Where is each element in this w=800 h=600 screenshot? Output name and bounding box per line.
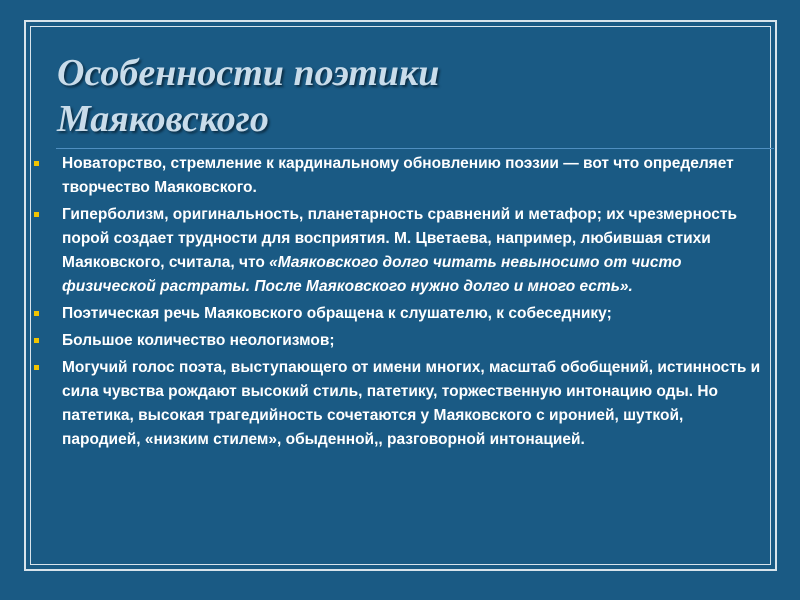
bullet-item-speech <box>34 302 764 326</box>
bullet-item-voice <box>34 356 764 452</box>
bullet-item-innovation <box>34 152 764 200</box>
tsvetaeva-quote: «Маяковского долго читать невыносимо от чисто физической растраты. После Маяковского нужно долго и много есть». <box>62 254 682 295</box>
slide-title <box>57 50 439 142</box>
square-bullet-icon <box>34 161 39 166</box>
square-bullet-icon <box>34 311 39 316</box>
bullet-text: Большое количество неологизмов; <box>62 332 335 349</box>
bullet-text: Гиперболизм, оригинальность, планетарность сравнений и метафор; их чрезмерность порой создает трудности для восприятия. М. Цветаева, например, любившая стихи Маяковского, считала, что <box>62 206 737 271</box>
square-bullet-icon <box>34 212 39 217</box>
bullet-item-neologisms <box>34 329 764 353</box>
square-bullet-icon <box>34 338 39 343</box>
slide-title-line-1: Особенности поэтики <box>57 52 440 94</box>
bullet-list <box>34 152 764 455</box>
title-divider <box>56 148 774 149</box>
slide-title-line-2: Маяковского <box>57 98 269 140</box>
bullet-text: Новаторство, стремление к кардинальному обновлению поэзии — вот что определяет творчество Маяковского. <box>62 155 734 196</box>
bullet-text: Могучий голос поэта, выступающего от имени многих, масштаб обобщений, истинность и сила чувства рождают высокий стиль, патетику, торжественную интонацию оды. Но патетика, высокая трагедийность сочетаются у Маяковского с иронией, шуткой, пародией, «низким стилем», обыденной,, разговорной интонацией. <box>62 359 761 448</box>
bullet-text: Поэтическая речь Маяковского обращена к слушателю, к собеседнику; <box>62 305 612 322</box>
bullet-item-hyperbolism <box>34 203 764 299</box>
square-bullet-icon <box>34 365 39 370</box>
